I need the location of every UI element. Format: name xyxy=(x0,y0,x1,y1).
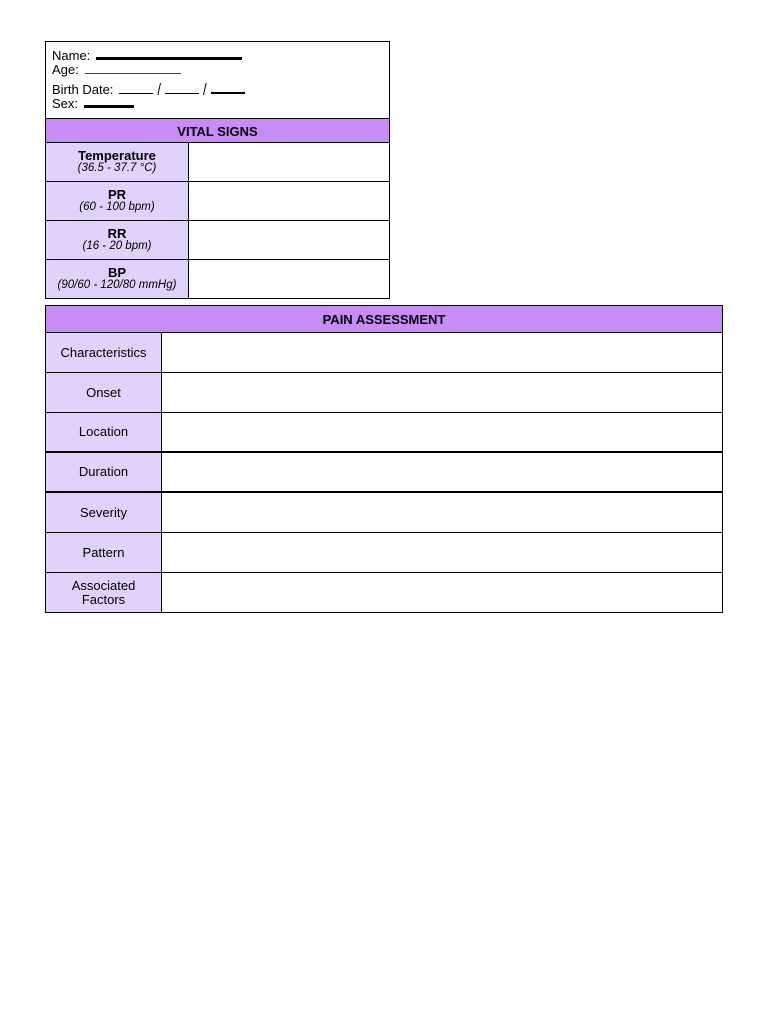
vital-row-rr xyxy=(46,221,389,260)
sex-field[interactable] xyxy=(84,105,134,108)
bp-value-field[interactable] xyxy=(189,260,389,298)
pain-label: Severity xyxy=(46,493,162,532)
age-label: Age: xyxy=(52,62,79,77)
vital-name: Temperature xyxy=(78,148,156,163)
vital-row-bp xyxy=(46,260,389,298)
vital-row-pr xyxy=(46,182,389,221)
birth-month-field[interactable] xyxy=(119,93,153,94)
onset-field[interactable] xyxy=(162,373,722,412)
pain-label: Pattern xyxy=(46,533,162,572)
pain-row-pattern xyxy=(46,533,722,573)
vital-name: RR xyxy=(107,226,127,241)
vital-label-cell xyxy=(46,143,189,181)
associated-factors-field[interactable] xyxy=(162,573,722,612)
name-line xyxy=(52,49,242,63)
sex-label: Sex: xyxy=(52,96,79,111)
pain-label: Location xyxy=(46,413,162,451)
location-field[interactable] xyxy=(162,413,722,451)
age-field[interactable] xyxy=(85,73,181,74)
name-label: Name: xyxy=(52,48,91,63)
pain-assessment-form xyxy=(45,305,723,613)
birth-date-label: Birth Date: xyxy=(52,82,114,97)
pain-label: Associated Factors xyxy=(46,573,162,612)
birth-year-field[interactable] xyxy=(211,92,245,94)
sex-line xyxy=(52,97,134,111)
pain-assessment-header: PAIN ASSESSMENT xyxy=(46,306,722,333)
vital-label-cell xyxy=(46,221,189,259)
temperature-value-field[interactable] xyxy=(189,143,389,181)
name-field[interactable] xyxy=(96,57,242,60)
pain-label: Onset xyxy=(46,373,162,412)
vital-row-temperature xyxy=(46,143,389,182)
vital-label-cell xyxy=(46,182,189,220)
vital-range: (90/60 - 120/80 mmHg) xyxy=(57,279,177,291)
vital-label-cell xyxy=(46,260,189,298)
duration-field[interactable] xyxy=(162,453,722,491)
vital-range: (16 - 20 bpm) xyxy=(82,240,152,252)
pain-label: Characteristics xyxy=(46,333,162,372)
vital-signs-form xyxy=(45,41,390,299)
vital-name: PR xyxy=(107,187,127,202)
pr-value-field[interactable] xyxy=(189,182,389,220)
date-separator: / xyxy=(203,79,207,100)
pain-row-associated-factors xyxy=(46,573,722,612)
patient-info-section xyxy=(46,42,389,118)
rr-value-field[interactable] xyxy=(189,221,389,259)
severity-field[interactable] xyxy=(162,493,722,532)
age-line xyxy=(52,63,181,77)
pattern-field[interactable] xyxy=(162,533,722,572)
pain-label: Duration xyxy=(46,453,162,491)
birth-day-field[interactable] xyxy=(165,93,199,94)
vital-name: BP xyxy=(107,265,127,280)
pain-row-onset xyxy=(46,373,722,413)
vital-signs-header: VITAL SIGNS xyxy=(46,118,389,143)
characteristics-field[interactable] xyxy=(162,333,722,372)
pain-row-severity xyxy=(46,493,722,533)
vital-range: (60 - 100 bpm) xyxy=(79,201,155,213)
pain-row-location xyxy=(46,413,722,453)
birth-date-line xyxy=(52,79,245,100)
date-separator: / xyxy=(157,79,162,100)
pain-row-characteristics xyxy=(46,333,722,373)
vital-range: (36.5 - 37.7 °C) xyxy=(77,162,157,174)
pain-row-duration xyxy=(46,453,722,493)
